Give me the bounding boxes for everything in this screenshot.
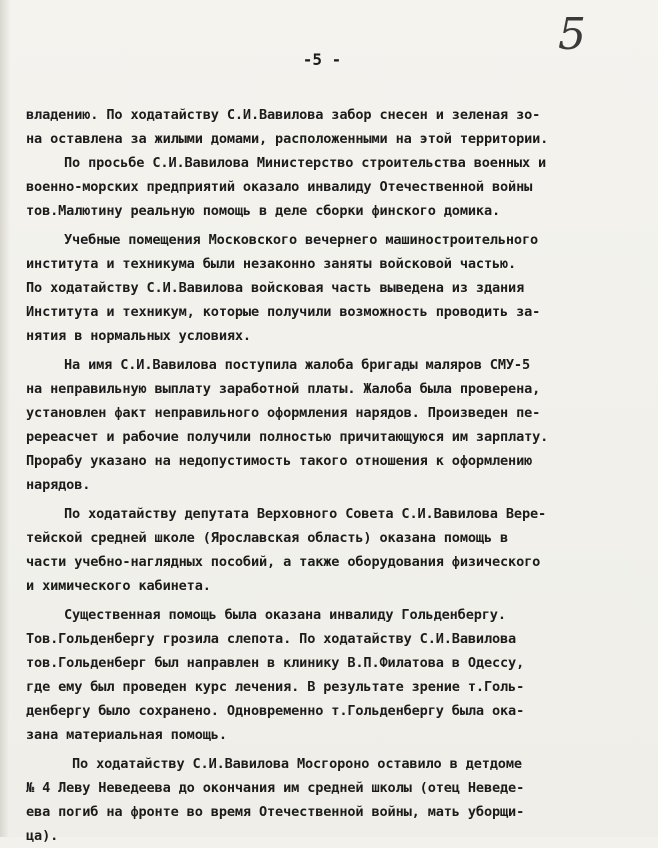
handwritten-page-mark: 5	[558, 9, 586, 60]
text-line: ева погиб на фронте во время Отечественной войны, мать уборщи-	[26, 804, 525, 820]
text-line: на неправильную выплату заработной платы. Жалоба была проверена,	[26, 381, 541, 397]
text-line: На имя С.И.Вавилова поступила жалоба бригады маляров СМУ-5	[64, 357, 530, 373]
text-line: ререасчет и рабочие получили полностью причитающуюся им зарплату.	[26, 429, 549, 445]
text-line: и химического кабинета.	[26, 578, 211, 594]
text-line: тейской средней школе (Ярославская область) оказана помощь в	[26, 530, 509, 546]
text-line: установлен факт неправильного оформления нарядов. Произведен пе-	[26, 405, 541, 421]
page-number: -5 -	[302, 50, 342, 69]
text-line: нятия в нормальных условиях.	[26, 328, 251, 344]
text-line: тов.Малютину реальную помощь в деле сборки финского домика.	[26, 203, 501, 219]
text-line: на оставлена за жилыми домами, расположенными на этой территории.	[26, 131, 549, 147]
text-line: По ходатайству депутата Верховного Совета С.И.Вавилова Вере-	[64, 506, 547, 522]
text-line: части учебно-наглядных пособий, а также оборудования физического	[26, 554, 541, 570]
text-line: Прорабу указано на недопустимость такого отношения к оформлению	[26, 453, 533, 469]
text-line: Учебные помещения Московского вечернего машиностроительного	[64, 232, 539, 248]
text-line: нарядов.	[26, 477, 91, 493]
text-line: института и техникума были незаконно заняты войсковой частью.	[26, 256, 517, 272]
typed-text-block	[26, 103, 642, 848]
text-line: По ходатайству С.И.Вавилова войсковая часть выведена из здания	[26, 280, 525, 296]
text-line: Тов.Гольденбергу грозила слепота. По ходатайству С.И.Вавилова	[26, 631, 517, 647]
text-line: По ходатайству С.И.Вавилова Мосгороно оставило в детдоме	[72, 756, 522, 772]
text-line: По просьбе С.И.Вавилова Министерство строительства военных и	[64, 155, 547, 171]
text-line: денбергу было сохранено. Одновременно т.Гольденбергу была ока-	[26, 703, 525, 719]
text-line: Института и техникум, которые получили возможность проводить за-	[26, 304, 541, 320]
text-line: зана материальная помощь.	[26, 727, 227, 743]
text-line: ца).	[26, 828, 59, 844]
text-line: Существенная помощь была оказана инвалиду Гольденбергу.	[64, 607, 506, 623]
page-edge-shadow	[0, 0, 10, 837]
text-line: где ему был проведен курс лечения. В результате зрение т.Голь-	[26, 679, 525, 695]
text-line: владению. По ходатайству С.И.Вавилова забор снесен и зеленая зо-	[26, 107, 541, 123]
text-line: № 4 Леву Неведеева до окончания им средней школы (отец Неведе-	[26, 780, 525, 796]
text-line: военно-морских предприятий оказало инвалиду Отечественной войны	[26, 179, 533, 195]
text-line: тов.Гольденберг был направлен в клинику В.П.Филатова в Одессу,	[26, 655, 525, 671]
